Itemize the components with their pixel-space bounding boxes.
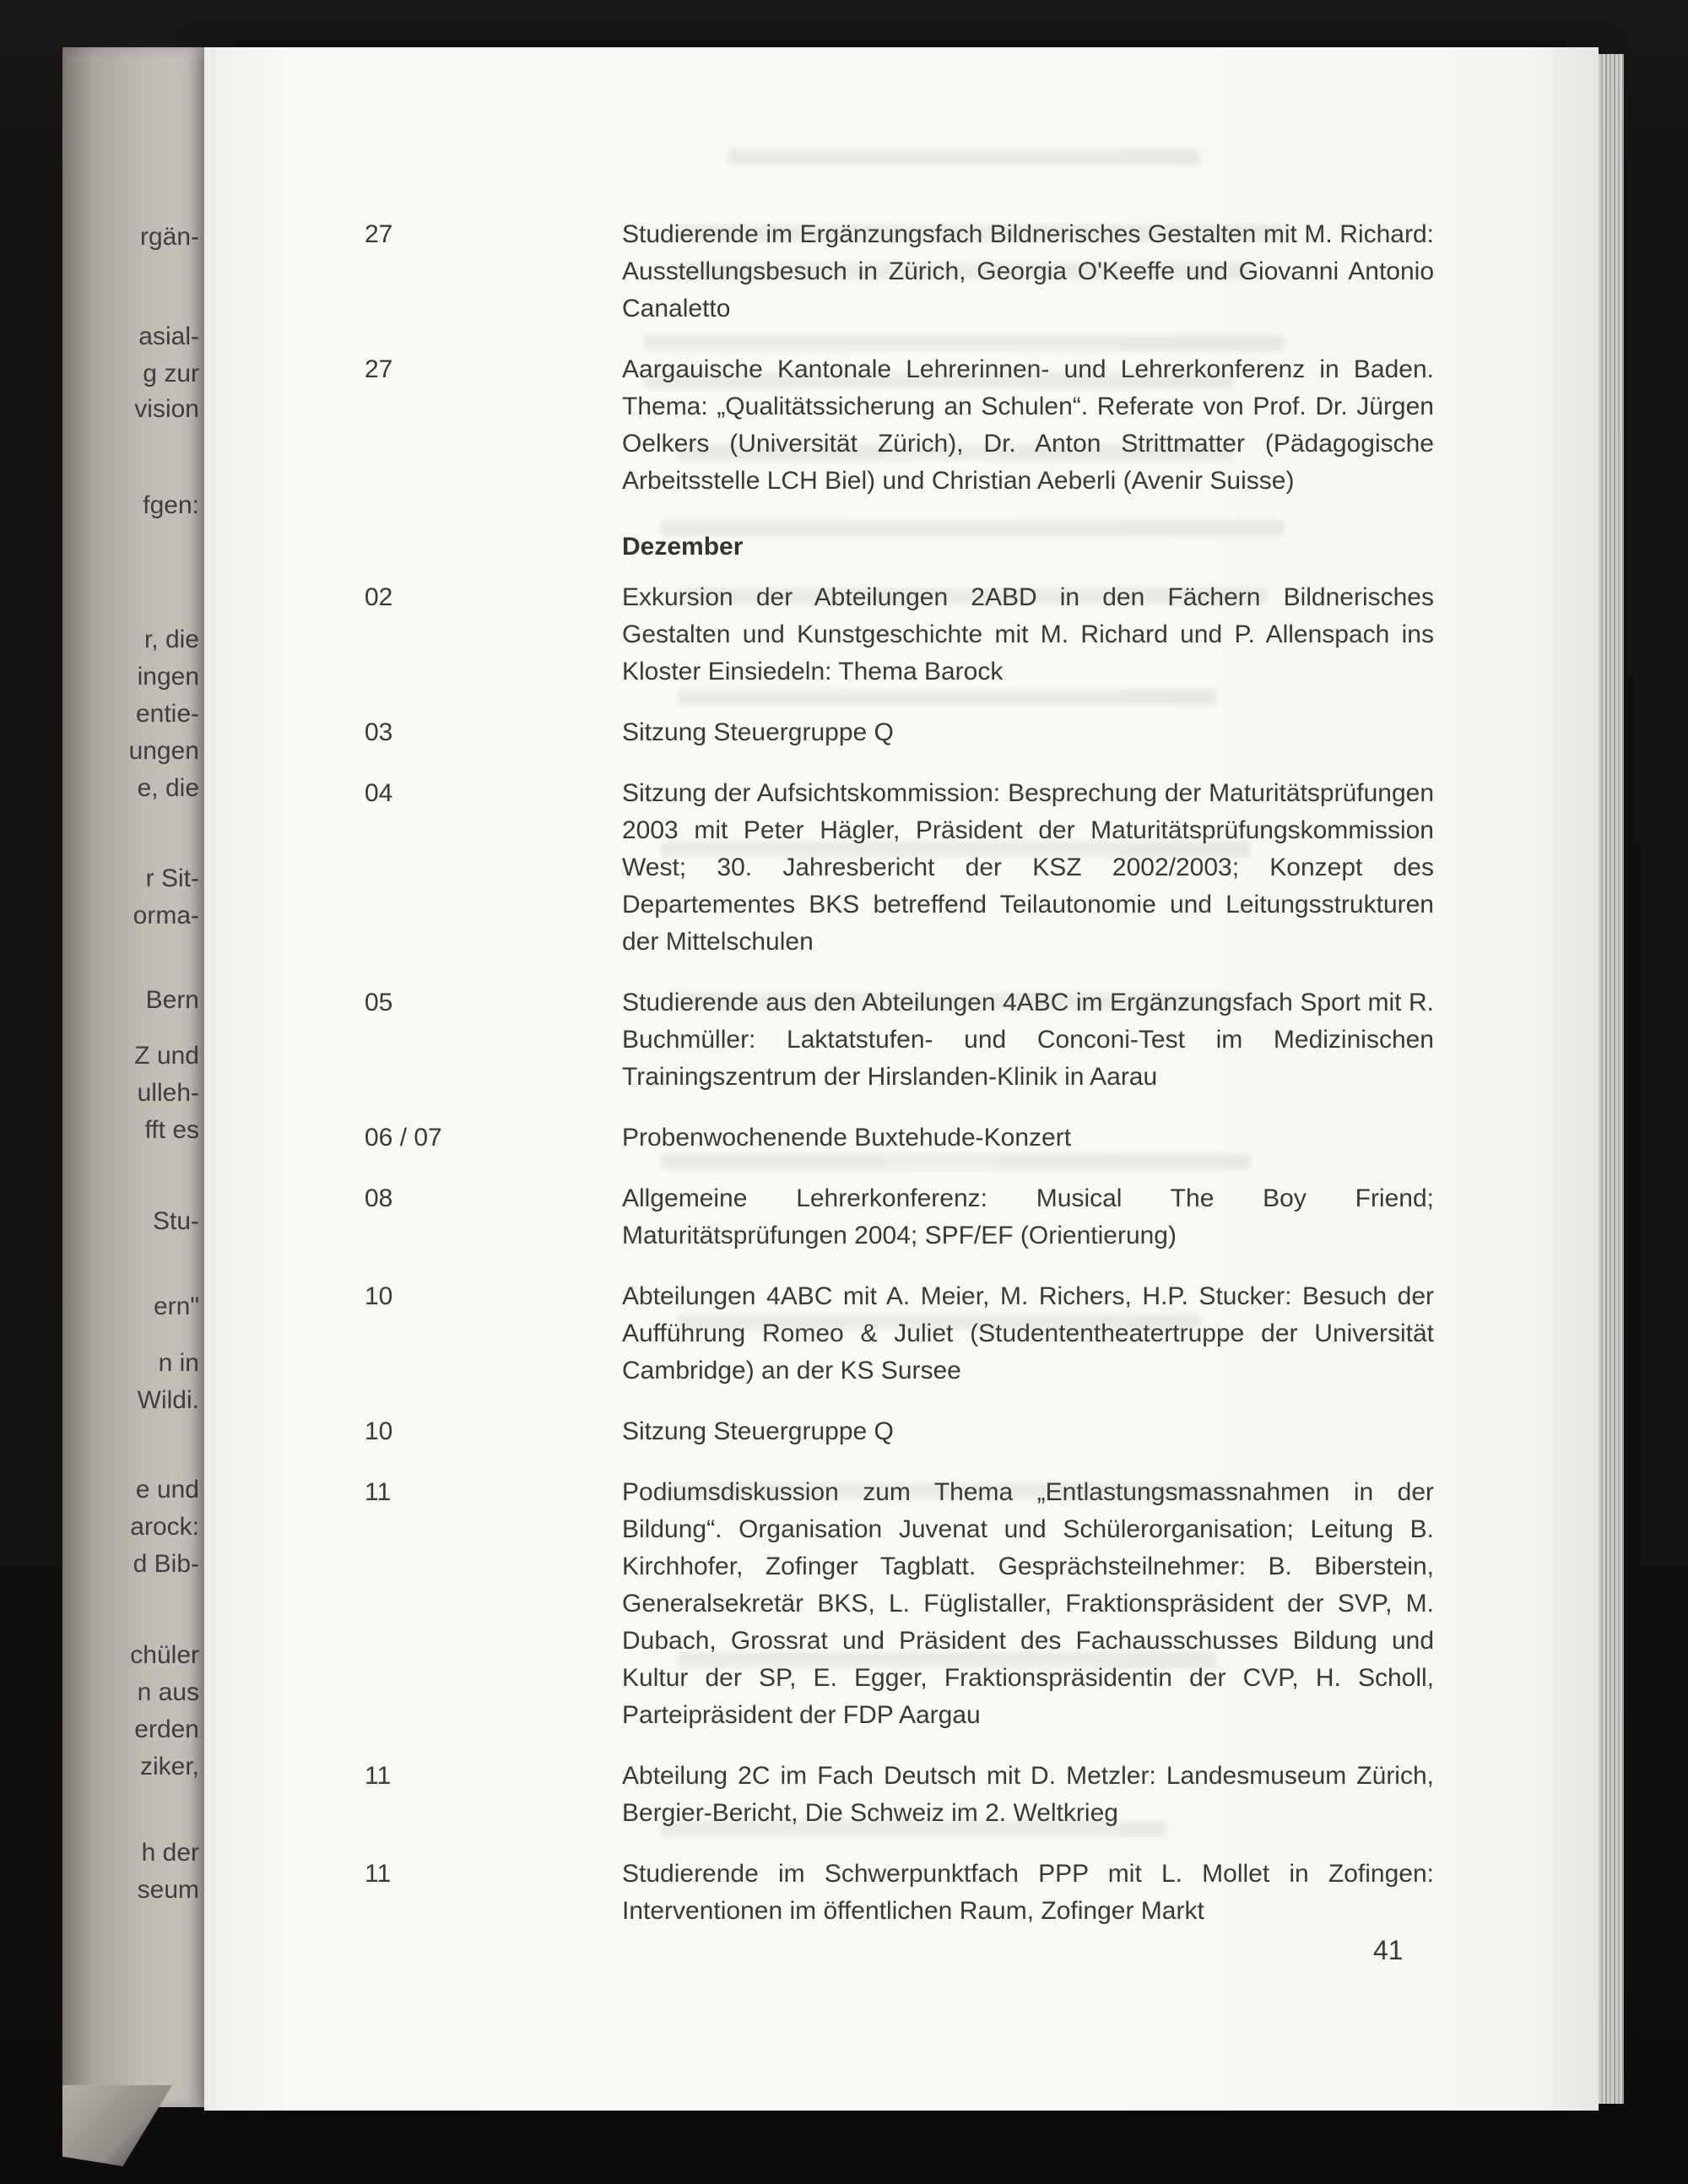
text-fragment: ern" (153, 1293, 199, 1320)
event-description: Podiumsdiskussion zum Thema „Entlastungsmassnahmen in der Bildung“. Organisation Juvenat und Schülerorganisation; Leitung B. Kirchhofer, Zofinger Tagblatt. Gesprächsteilnehmer: B. Biberstein, Generalsekretär BKS, L. Füglistaller, Fraktionspräsident der SVP, M. Dubach, Grossrat und Präsident des Fachausschusses Bildung und Kultur der SP, E. Egger, Fraktionspräsidentin der CVP, H. Scholl, Parteipräsident der FDP Aargau (622, 1478, 1434, 1729)
text-fragment: d Bib- (133, 1550, 199, 1578)
event-description: Studierende im Ergänzungsfach Bildnerisches Gestalten mit M. Richard: Ausstellungsbesuch in Zürich, Georgia O'Keeffe und Giovanni Antonio Canaletto (622, 220, 1434, 322)
event-date: 27 (365, 220, 393, 248)
event-entry (365, 1180, 1599, 1255)
event-date: 10 (365, 1417, 393, 1445)
text-fragment: r Sit- (145, 864, 199, 892)
event-date: 05 (365, 989, 393, 1016)
event-entry (365, 714, 1599, 751)
text-fragment: fft es (144, 1116, 199, 1144)
text-fragment: rgän- (139, 223, 199, 251)
event-description: Allgemeine Lehrerkonferenz: Musical The Boy Friend; Maturitätsprüfungen 2004; SPF/EF (Orientierung) (622, 1184, 1434, 1249)
event-date: 10 (365, 1282, 393, 1310)
event-date: 02 (365, 583, 393, 611)
text-fragment: h der (141, 1839, 199, 1867)
event-list (204, 47, 1599, 2111)
event-entry (365, 1474, 1599, 1734)
month-heading: Dezember (622, 533, 744, 561)
event-date: 11 (365, 1478, 392, 1506)
event-description: Aargauische Kantonale Lehrerinnen- und Lehrerkonferenz in Baden. Thema: „Qualitätssicherung an Schulen“. Referate von Prof. Dr. Jürgen Oelkers (Universität Zürich), Dr. Anton Strittmatter (Pädagogische Arbeitsstelle LCH Biel) und Christian Aeberli (Avenir Suisse) (622, 355, 1434, 495)
event-date: 11 (365, 1860, 392, 1888)
event-entry (365, 1758, 1599, 1832)
event-entry (365, 1413, 1599, 1450)
page-stack-edge (1599, 54, 1624, 2104)
event-entry (365, 775, 1599, 961)
text-fragment: ulleh- (137, 1079, 199, 1107)
text-fragment: g zur (143, 360, 199, 387)
text-fragment: entie- (135, 700, 199, 728)
text-fragment: e, die (137, 774, 199, 802)
event-date: 06 / 07 (365, 1124, 442, 1152)
text-fragment: fgen: (143, 491, 199, 519)
text-fragment: Z und (134, 1042, 199, 1070)
event-date: 03 (365, 718, 393, 746)
event-description: Sitzung der Aufsichtskommission: Besprechung der Maturitätsprüfungen 2003 mit Peter Hägler, Präsident der Maturitätsprüfungskommission West; 30. Jahresbericht der KSZ 2002/2003; Konzept des Departementes BKS betreffend Teilautonomie und Leitungsstrukturen der Mittelschulen (622, 779, 1434, 956)
text-fragment: erden (134, 1715, 199, 1743)
event-date: 27 (365, 355, 393, 383)
event-entry (365, 216, 1599, 328)
book-page (204, 47, 1599, 2111)
event-entry (365, 351, 1599, 500)
text-fragment: chüler (130, 1641, 199, 1669)
event-entry (365, 1278, 1599, 1390)
text-fragment: vision (134, 395, 199, 423)
event-entry (365, 1119, 1599, 1157)
event-description: Exkursion der Abteilungen 2ABD in den Fächern Bildnerisches Gestalten und Kunstgeschichte mit M. Richard und P. Allenspach ins Kloster Einsiedeln: Thema Barock (622, 583, 1434, 686)
text-fragment: Bern (145, 986, 199, 1014)
page-number: 41 (1373, 1935, 1404, 1965)
event-date: 08 (365, 1184, 393, 1212)
text-fragment: ungen (128, 737, 199, 765)
event-date: 11 (365, 1762, 392, 1790)
text-fragment: seum (137, 1876, 199, 1904)
text-fragment: e und (135, 1476, 199, 1504)
event-description: Abteilung 2C im Fach Deutsch mit D. Metzler: Landesmuseum Zürich, Bergier-Bericht, Die Schweiz im 2. Weltkrieg (622, 1762, 1434, 1827)
text-fragment: asial- (138, 322, 199, 350)
event-description: Studierende im Schwerpunktfach PPP mit L. Mollet in Zofingen: Interventionen im öffentlichen Raum, Zofinger Markt (622, 1860, 1434, 1925)
text-fragment: arock: (130, 1513, 199, 1541)
text-fragment: Stu- (152, 1207, 199, 1235)
event-description: Sitzung Steuergruppe Q (622, 1417, 894, 1445)
left-page-edge (62, 47, 204, 2107)
text-fragment: n aus (137, 1678, 199, 1706)
text-fragment: r, die (143, 626, 199, 653)
text-fragment: n in (158, 1349, 199, 1377)
text-fragment: ingen (137, 663, 199, 691)
event-date: 04 (365, 779, 393, 807)
text-fragment: Wildi. (137, 1386, 199, 1414)
event-entry (365, 579, 1599, 691)
page-curl (62, 2085, 172, 2166)
event-description: Sitzung Steuergruppe Q (622, 718, 894, 746)
event-description: Abteilungen 4ABC mit A. Meier, M. Richers, H.P. Stucker: Besuch der Aufführung Romeo & Juliet (Studententheatertruppe der Universität Cambridge) an der KS Sursee (622, 1282, 1434, 1385)
text-fragment: ziker, (139, 1753, 199, 1780)
text-fragment: orma- (133, 902, 199, 929)
event-description: Studierende aus den Abteilungen 4ABC im Ergänzungsfach Sport mit R. Buchmüller: Laktatstufen- und Conconi-Test im Medizinischen Trainingszentrum der Hirslanden-Klinik in Aarau (622, 989, 1434, 1091)
event-entry (365, 1856, 1599, 1930)
event-description: Probenwochenende Buxtehude-Konzert (622, 1124, 1072, 1152)
event-entry (365, 984, 1599, 1096)
